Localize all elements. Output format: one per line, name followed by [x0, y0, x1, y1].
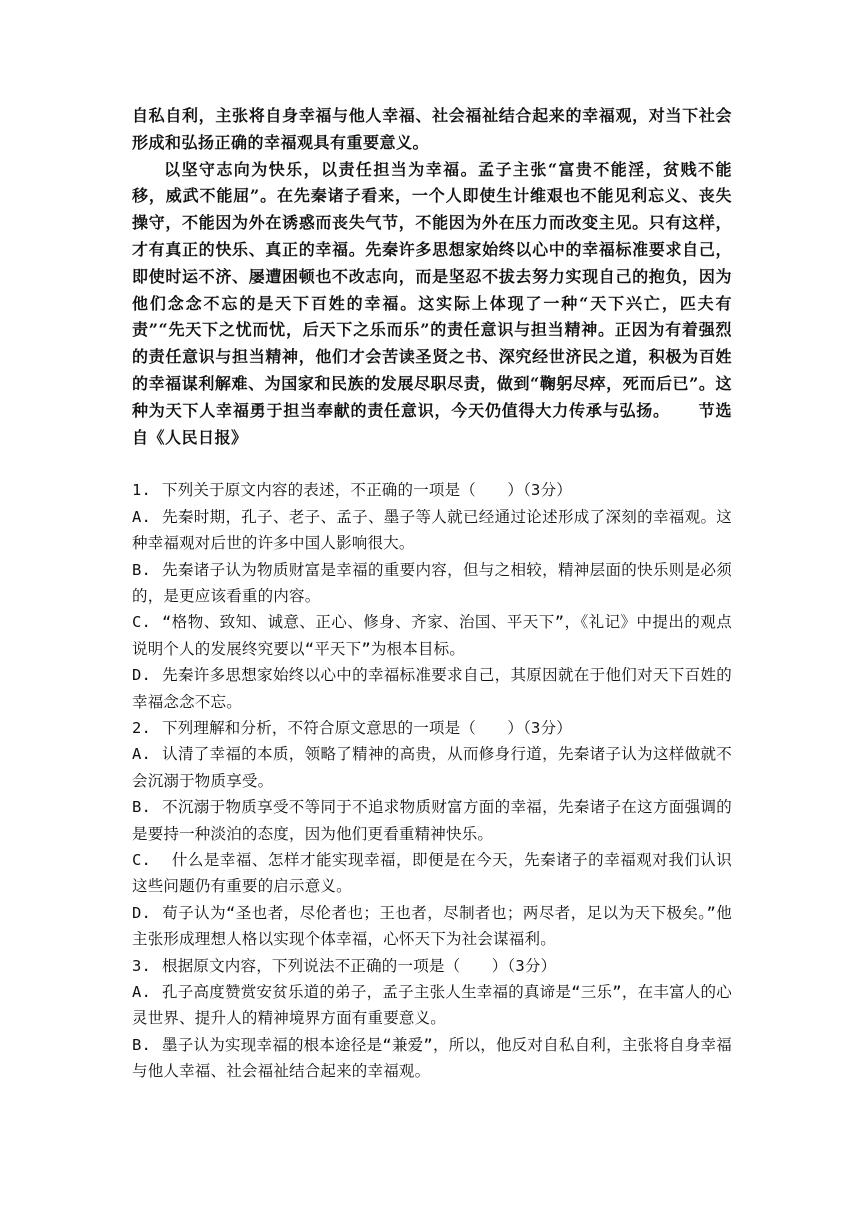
passage-paragraph-2 — [132, 157, 732, 452]
passage-paragraph-2-text: 以坚守志向为快乐，以责任担当为幸福。孟子主张“富贵不能淫，贫贱不能移，威武不能屈”。在先秦诸子看来，一个人即使生计维艰也不能见利忘义、丧失操守，不能因为外在诱惑而丧失气节，不能因为外在压力而改变主见。只有这样，才有真正的快乐、真正的幸福。先秦许多思想家始终以心中的幸福标准要求自己，即使时运不济、屡遭困顿也不改志向，而是坚忍不拔去努力实现自己的抱负，因为他们念念不忘的是天下百姓的幸福。这实际上体现了一种“天下兴亡，匹夫有责”“先天下之忧而忧，后天下之乐而乐”的责任意识与担当精神。正因为有着强烈的责任意识与担当精神，他们才会苦读圣贤之书、深究经世济民之道，积极为百姓的幸福谋利解难、为国家和民族的发展尽职尽责，做到“鞠躬尽瘁，死而后已”。这种为天下人幸福勇于担当奉献的责任意识，今天仍值得大力传承与弘扬。 — [132, 159, 732, 420]
question-number: 2. — [132, 719, 152, 738]
option-text: 先秦时期，孔子、老子、孟子、墨子等人就已经通过论述形成了深刻的幸福观。这种幸福观对后世的许多中国人影响很大。 — [132, 507, 732, 553]
option-text: 什么是幸福、怎样才能实现幸福，即便是在今天，先秦诸子的幸福观对我们认识这些问题仍有重要的启示意义。 — [132, 851, 732, 896]
option-text: 先秦许多思想家始终以心中的幸福标准要求自己，其原因就在于他们对天下百姓的幸福念念不忘。 — [132, 666, 732, 711]
option-a — [132, 979, 732, 1032]
document-page — [132, 103, 732, 1085]
option-b — [132, 1032, 732, 1085]
option-text: 孔子高度赞赏安贫乐道的弟子，孟子主张人生幸福的真谛是“三乐”，在丰富人的心灵世界、提升人的精神境界方面有重要意义。 — [132, 983, 732, 1028]
option-c — [132, 847, 732, 900]
option-text: 墨子认为实现幸福的根本途径是“兼爱”，所以，他反对自私自利，主张将自身幸福与他人幸福、社会福祉结合起来的幸福观。 — [132, 1035, 732, 1081]
option-label: C. — [132, 613, 152, 632]
option-text: 认清了幸福的本质，领略了精神的高贵，从而修身行道，先秦诸子认为这样做就不会沉溺于物质享受。 — [132, 745, 732, 790]
option-b — [132, 557, 732, 610]
question-text: 下列理解和分析，不符合原文意思的一项是（ ）（3分） — [162, 719, 572, 738]
option-label: B. — [132, 1035, 152, 1054]
question-text: 下列关于原文内容的表述，不正确的一项是（ ）（3分） — [162, 481, 572, 500]
question-3 — [132, 953, 732, 1085]
option-label: A. — [132, 983, 152, 1002]
question-stem — [132, 715, 732, 741]
option-a — [132, 504, 732, 557]
question-number: 1. — [132, 481, 152, 500]
passage-paragraph-1: 自私自利，主张将自身幸福与他人幸福、社会福祉结合起来的幸福观，对当下社会形成和弘扬正确的幸福观具有重要意义。 — [132, 106, 732, 152]
reading-passage — [132, 103, 732, 451]
question-2 — [132, 715, 732, 953]
option-label: C. — [132, 851, 152, 870]
question-stem — [132, 477, 732, 503]
option-text: 荀子认为“圣也者，尽伦者也；王也者，尽制者也；两尽者，足以为天下极矣。”他主张形成理想人格以实现个体幸福，心怀天下为社会谋福利。 — [132, 903, 732, 949]
question-stem — [132, 953, 732, 979]
option-label: D. — [132, 666, 152, 685]
option-d — [132, 900, 732, 953]
option-label: A. — [132, 745, 152, 764]
question-1 — [132, 477, 732, 715]
passage-source: 节选自《人民日报》 — [132, 400, 732, 447]
option-b — [132, 794, 732, 847]
option-label: A. — [132, 507, 152, 526]
option-d — [132, 662, 732, 715]
option-label: B. — [132, 560, 152, 579]
question-number: 3. — [132, 956, 152, 975]
option-a — [132, 741, 732, 794]
option-text: 不沉溺于物质享受不等同于不追求物质财富方面的幸福，先秦诸子在这方面强调的是要持一种淡泊的态度，因为他们更看重精神快乐。 — [132, 798, 732, 843]
option-label: B. — [132, 798, 152, 817]
option-text: “格物、致知、诚意、正心、修身、齐家、治国、平天下”，《礼记》中提出的观点说明个人的发展终究要以“平天下”为根本目标。 — [132, 613, 732, 658]
option-label: D. — [132, 903, 152, 922]
option-text: 先秦诸子认为物质财富是幸福的重要内容，但与之相较，精神层面的快乐则是必须的，是更应该看重的内容。 — [132, 560, 732, 605]
option-c — [132, 609, 732, 662]
question-list — [132, 477, 732, 1084]
question-text: 根据原文内容，下列说法不正确的一项是（ ）（3分） — [162, 956, 557, 975]
